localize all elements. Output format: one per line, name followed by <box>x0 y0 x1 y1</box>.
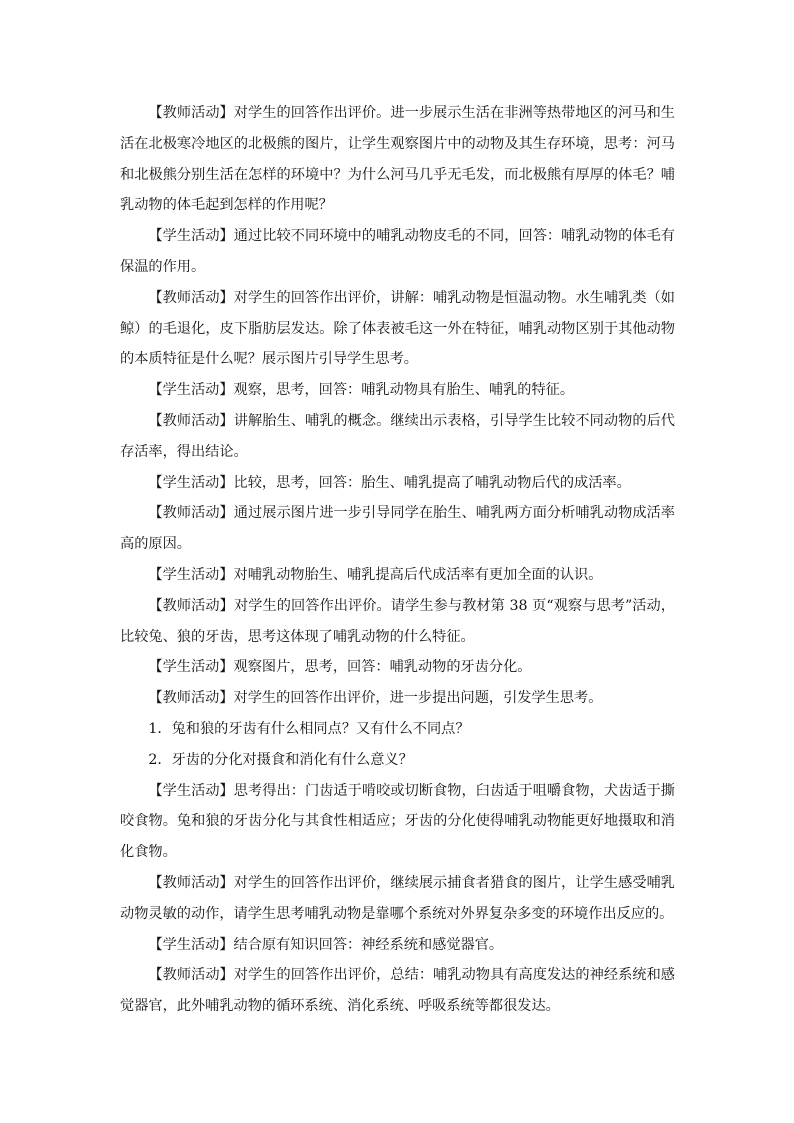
question-item-1: 1．兔和狼的牙齿有什么相同点？又有什么不同点？ <box>148 720 470 737</box>
paragraph-teacher-activity: 【教师活动】通过展示图片进一步引导同学在胎生、哺乳两方面分析哺乳动物成活率高的原因。 <box>120 505 675 553</box>
paragraph-student-activity: 【学生活动】结合原有知识回答：神经系统和感觉器官。 <box>148 936 504 953</box>
paragraph-student-activity: 【学生活动】通过比较不同环境中的哺乳动物皮毛的不同，回答：哺乳动物的体毛有保温的作用。 <box>120 228 675 275</box>
paragraph-student-activity: 【学生活动】对哺乳动物胎生、哺乳提高后代成活率有更加全面的认识。 <box>148 566 603 583</box>
paragraph-student-activity: 【学生活动】观察，思考，回答：哺乳动物具有胎生、哺乳的特征。 <box>148 382 575 399</box>
question-item-2: 2．牙齿的分化对摄食和消化有什么意义？ <box>148 751 413 768</box>
paragraph-teacher-activity: 【教师活动】对学生的回答作出评价。请学生参与教材第 38 页“观察与思考”活动，比较兔、狼的牙齿，思考这体现了哺乳动物的什么特征。 <box>120 597 675 645</box>
document-body <box>120 98 675 1022</box>
paragraph-teacher-activity: 【教师活动】对学生的回答作出评价，总结：哺乳动物具有高度发达的神经系统和感觉器官，此外哺乳动物的循环系统、消化系统、呼吸系统等都很发达。 <box>120 967 675 1015</box>
paragraph-teacher-activity: 【教师活动】讲解胎生、哺乳的概念。继续出示表格，引导学生比较不同动物的后代存活率，得出结论。 <box>120 412 675 460</box>
paragraph-teacher-activity: 【教师活动】对学生的回答作出评价，讲解：哺乳动物是恒温动物。水生哺乳类（如鲸）的毛退化，皮下脂肪层发达。除了体表被毛这一外在特征，哺乳动物区别于其他动物的本质特征是什么呢？展示图片引导学生思考。 <box>120 289 675 368</box>
paragraph-teacher-activity: 【教师活动】对学生的回答作出评价，进一步提出问题，引发学生思考。 <box>148 690 603 707</box>
paragraph-student-activity: 【学生活动】比较，思考，回答：胎生、哺乳提高了哺乳动物后代的成活率。 <box>148 474 631 491</box>
paragraph-teacher-activity: 【教师活动】对学生的回答作出评价。进一步展示生活在非洲等热带地区的河马和生活在北极寒冷地区的北极熊的图片，让学生观察图片中的动物及其生存环境，思考：河马和北极熊分别生活在怎样的环境中？为什么河马几乎无毛发，而北极熊有厚厚的体毛？哺乳动物的体毛起到怎样的作用呢？ <box>120 105 675 214</box>
paragraph-student-activity: 【学生活动】思考得出：门齿适于啃咬或切断食物，臼齿适于咀嚼食物，犬齿适于撕咬食物。兔和狼的牙齿分化与其食性相适应；牙齿的分化使得哺乳动物能更好地摄取和消化食物。 <box>120 782 675 861</box>
paragraph-teacher-activity: 【教师活动】对学生的回答作出评价，继续展示捕食者猎食的图片，让学生感受哺乳动物灵敏的动作，请学生思考哺乳动物是靠哪个系统对外界复杂多变的环境作出反应的。 <box>120 874 675 922</box>
paragraph-student-activity: 【学生活动】观察图片，思考，回答：哺乳动物的牙齿分化。 <box>148 659 532 676</box>
